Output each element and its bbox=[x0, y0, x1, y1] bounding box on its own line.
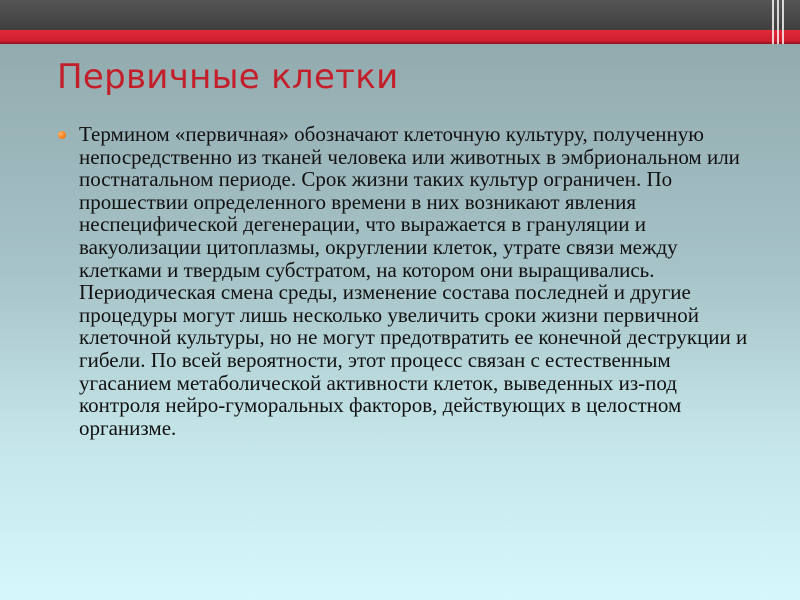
decorative-stripe bbox=[777, 0, 779, 44]
decorative-stripe bbox=[772, 0, 774, 44]
decorative-stripe bbox=[782, 0, 784, 44]
bullet-paragraph bbox=[58, 123, 748, 439]
top-red-band bbox=[0, 30, 800, 44]
slide-title: Первичные клетки bbox=[57, 57, 399, 97]
orange-bullet-icon bbox=[58, 131, 66, 139]
decorative-stripes bbox=[766, 0, 784, 44]
top-dark-band bbox=[0, 0, 800, 30]
slide-content bbox=[58, 123, 748, 439]
bullet-text: Термином «первичная» обозначают клеточную культуру, полученную непосредственно из тканей человека или животных в эмбриональном или постнатальном периоде. Срок жизни таких культур ограничен. По прошествии определенного времени в них возникают явления неспецифической дегенерации, что выражается в грануляции и вакуолизации цитоплазмы, округлении клеток, утрате связи между клетками и твердым субстратом, на котором они выращивались. Периодическая смена среды, изменение состава последней и другие процедуры могут лишь несколько увеличить сроки жизни первичной клеточной культуры, но не могут предотвратить ее конечной деструкции и гибели. По всей вероятности, этот процесс связан с естественным угасанием метаболической активности клеток, выведенных из-под контроля нейро-гуморальных факторов, действующих в целостном организме. bbox=[79, 122, 748, 440]
